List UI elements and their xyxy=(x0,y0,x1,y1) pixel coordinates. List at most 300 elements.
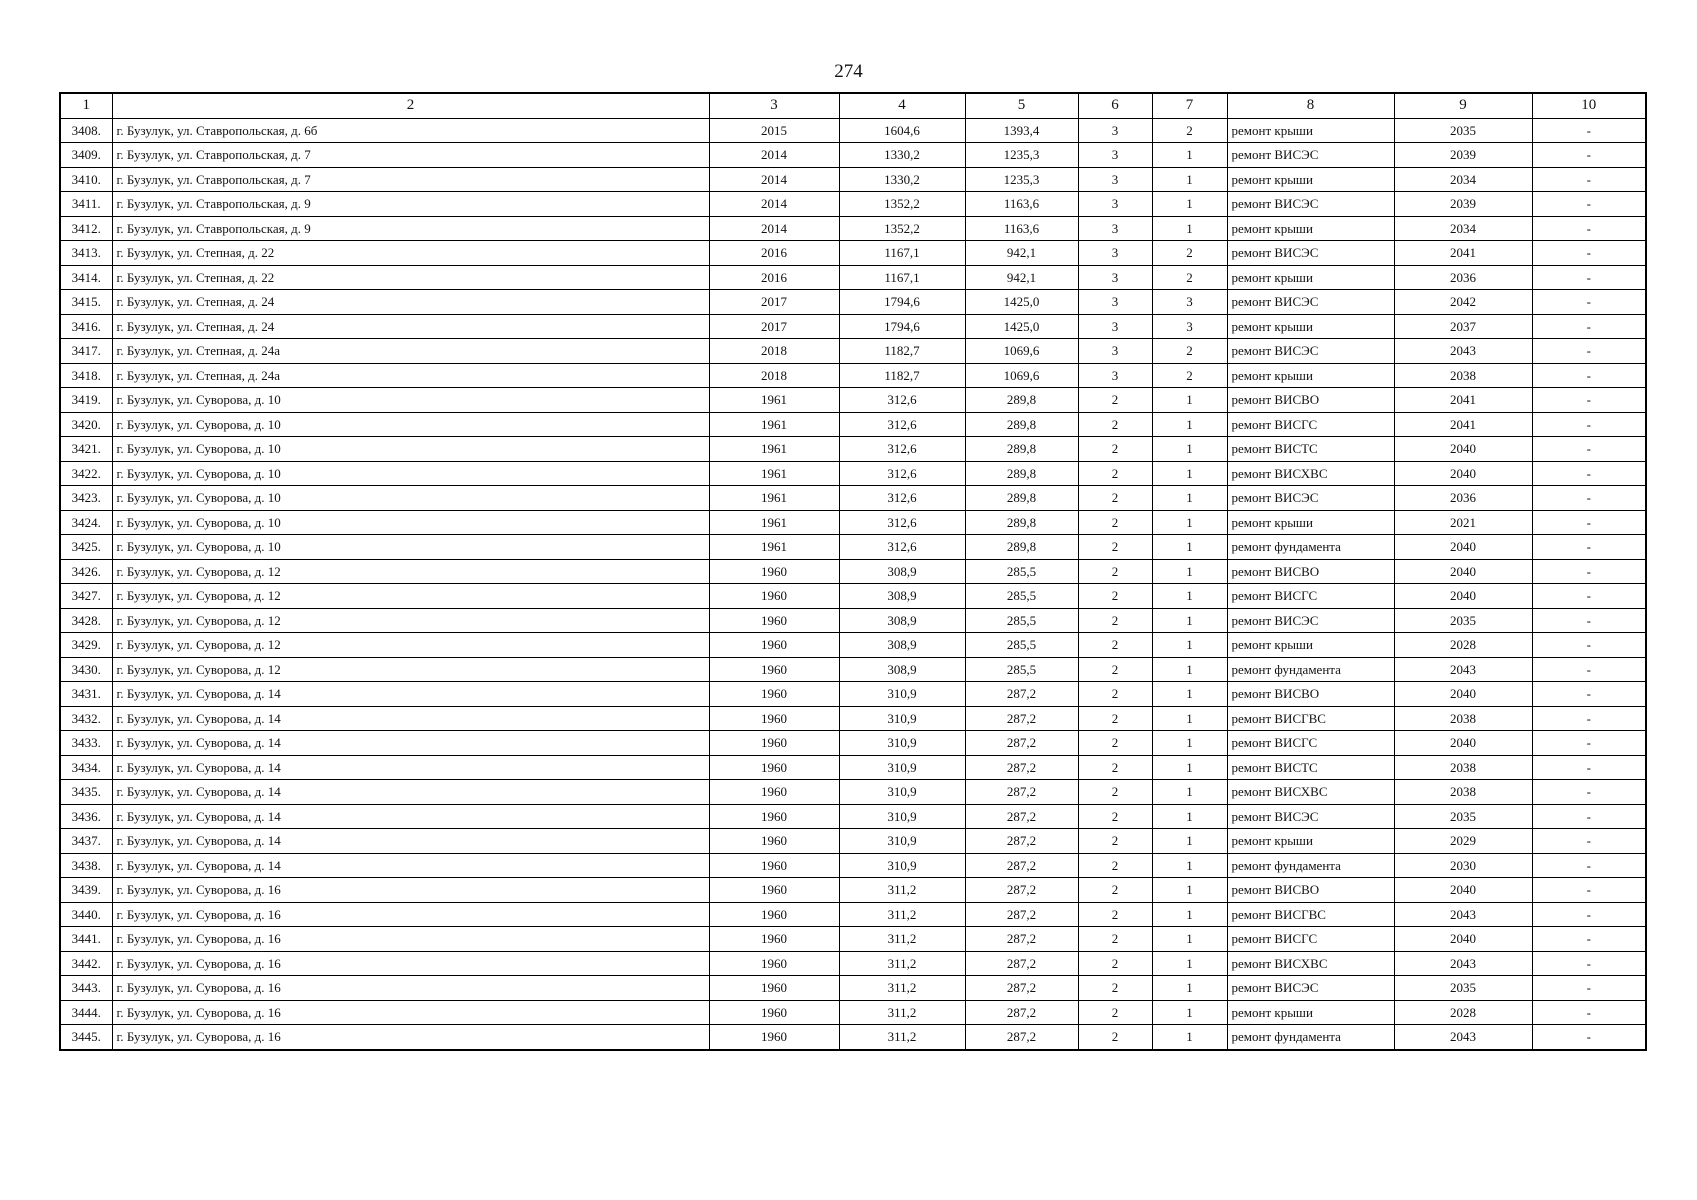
floors-cell: 2 xyxy=(1078,804,1152,829)
entrances-cell: 1 xyxy=(1152,976,1227,1001)
floors-cell: 2 xyxy=(1078,486,1152,511)
planned-year-cell: 2041 xyxy=(1394,388,1532,413)
row-number: 3428. xyxy=(60,608,112,633)
row-number: 3411. xyxy=(60,192,112,217)
column-header-10: 10 xyxy=(1532,93,1646,118)
note-cell: - xyxy=(1532,755,1646,780)
floors-cell: 2 xyxy=(1078,633,1152,658)
year-cell: 1960 xyxy=(709,633,839,658)
planned-year-cell: 2043 xyxy=(1394,339,1532,364)
entrances-cell: 1 xyxy=(1152,510,1227,535)
floors-cell: 2 xyxy=(1078,755,1152,780)
address-cell: г. Бузулук, ул. Суворова, д. 10 xyxy=(112,412,709,437)
note-cell: - xyxy=(1532,510,1646,535)
address-cell: г. Бузулук, ул. Степная, д. 24а xyxy=(112,339,709,364)
planned-year-cell: 2028 xyxy=(1394,633,1532,658)
floors-cell: 3 xyxy=(1078,363,1152,388)
total-area-cell: 312,6 xyxy=(839,437,965,462)
address-cell: г. Бузулук, ул. Суворова, д. 12 xyxy=(112,633,709,658)
entrances-cell: 1 xyxy=(1152,559,1227,584)
table-row xyxy=(60,437,1646,462)
row-number: 3423. xyxy=(60,486,112,511)
floors-cell: 2 xyxy=(1078,927,1152,952)
address-cell: г. Бузулук, ул. Степная, д. 24 xyxy=(112,290,709,315)
row-number: 3429. xyxy=(60,633,112,658)
year-cell: 2017 xyxy=(709,314,839,339)
note-cell: - xyxy=(1532,951,1646,976)
row-number: 3431. xyxy=(60,682,112,707)
row-number: 3410. xyxy=(60,167,112,192)
entrances-cell: 1 xyxy=(1152,608,1227,633)
work-type-cell: ремонт ВИСГС xyxy=(1227,412,1394,437)
year-cell: 1961 xyxy=(709,510,839,535)
floors-cell: 2 xyxy=(1078,461,1152,486)
note-cell: - xyxy=(1532,584,1646,609)
year-cell: 1960 xyxy=(709,1025,839,1050)
row-number: 3433. xyxy=(60,731,112,756)
note-cell: - xyxy=(1532,902,1646,927)
address-cell: г. Бузулук, ул. Ставропольская, д. 9 xyxy=(112,192,709,217)
living-area-cell: 287,2 xyxy=(965,682,1078,707)
address-cell: г. Бузулук, ул. Суворова, д. 16 xyxy=(112,976,709,1001)
year-cell: 1960 xyxy=(709,755,839,780)
living-area-cell: 1069,6 xyxy=(965,339,1078,364)
work-type-cell: ремонт фундамента xyxy=(1227,853,1394,878)
address-cell: г. Бузулук, ул. Суворова, д. 16 xyxy=(112,927,709,952)
year-cell: 1961 xyxy=(709,486,839,511)
planned-year-cell: 2040 xyxy=(1394,731,1532,756)
work-type-cell: ремонт крыши xyxy=(1227,633,1394,658)
table-row xyxy=(60,314,1646,339)
total-area-cell: 310,9 xyxy=(839,755,965,780)
note-cell: - xyxy=(1532,216,1646,241)
planned-year-cell: 2042 xyxy=(1394,290,1532,315)
living-area-cell: 287,2 xyxy=(965,755,1078,780)
year-cell: 2015 xyxy=(709,118,839,143)
living-area-cell: 287,2 xyxy=(965,927,1078,952)
living-area-cell: 289,8 xyxy=(965,510,1078,535)
row-number: 3420. xyxy=(60,412,112,437)
living-area-cell: 287,2 xyxy=(965,853,1078,878)
total-area-cell: 308,9 xyxy=(839,559,965,584)
year-cell: 2014 xyxy=(709,192,839,217)
year-cell: 1961 xyxy=(709,437,839,462)
total-area-cell: 312,6 xyxy=(839,461,965,486)
living-area-cell: 289,8 xyxy=(965,388,1078,413)
entrances-cell: 1 xyxy=(1152,927,1227,952)
work-type-cell: ремонт ВИСЭС xyxy=(1227,241,1394,266)
planned-year-cell: 2035 xyxy=(1394,976,1532,1001)
total-area-cell: 1330,2 xyxy=(839,143,965,168)
address-cell: г. Бузулук, ул. Суворова, д. 10 xyxy=(112,535,709,560)
note-cell: - xyxy=(1532,976,1646,1001)
row-number: 3430. xyxy=(60,657,112,682)
address-cell: г. Бузулук, ул. Суворова, д. 12 xyxy=(112,584,709,609)
row-number: 3415. xyxy=(60,290,112,315)
entrances-cell: 1 xyxy=(1152,584,1227,609)
planned-year-cell: 2041 xyxy=(1394,412,1532,437)
table-header-row xyxy=(60,93,1646,118)
planned-year-cell: 2040 xyxy=(1394,461,1532,486)
note-cell: - xyxy=(1532,314,1646,339)
note-cell: - xyxy=(1532,657,1646,682)
note-cell: - xyxy=(1532,1025,1646,1050)
table-row xyxy=(60,951,1646,976)
note-cell: - xyxy=(1532,388,1646,413)
floors-cell: 3 xyxy=(1078,216,1152,241)
column-header-7: 7 xyxy=(1152,93,1227,118)
year-cell: 2016 xyxy=(709,265,839,290)
entrances-cell: 2 xyxy=(1152,241,1227,266)
row-number: 3444. xyxy=(60,1000,112,1025)
total-area-cell: 311,2 xyxy=(839,976,965,1001)
floors-cell: 2 xyxy=(1078,657,1152,682)
column-header-1: 1 xyxy=(60,93,112,118)
planned-year-cell: 2043 xyxy=(1394,1025,1532,1050)
address-cell: г. Бузулук, ул. Ставропольская, д. 6б xyxy=(112,118,709,143)
work-type-cell: ремонт ВИСЭС xyxy=(1227,339,1394,364)
column-header-8: 8 xyxy=(1227,93,1394,118)
row-number: 3409. xyxy=(60,143,112,168)
planned-year-cell: 2037 xyxy=(1394,314,1532,339)
table-row xyxy=(60,339,1646,364)
floors-cell: 3 xyxy=(1078,192,1152,217)
row-number: 3426. xyxy=(60,559,112,584)
work-type-cell: ремонт крыши xyxy=(1227,510,1394,535)
entrances-cell: 1 xyxy=(1152,216,1227,241)
address-cell: г. Бузулук, ул. Суворова, д. 14 xyxy=(112,706,709,731)
year-cell: 2018 xyxy=(709,339,839,364)
note-cell: - xyxy=(1532,241,1646,266)
work-type-cell: ремонт ВИСЭС xyxy=(1227,804,1394,829)
table-row xyxy=(60,902,1646,927)
work-type-cell: ремонт фундамента xyxy=(1227,535,1394,560)
living-area-cell: 942,1 xyxy=(965,265,1078,290)
living-area-cell: 287,2 xyxy=(965,780,1078,805)
work-type-cell: ремонт ВИСВО xyxy=(1227,388,1394,413)
entrances-cell: 2 xyxy=(1152,118,1227,143)
row-number: 3432. xyxy=(60,706,112,731)
planned-year-cell: 2039 xyxy=(1394,192,1532,217)
planned-year-cell: 2034 xyxy=(1394,216,1532,241)
work-type-cell: ремонт ВИСЭС xyxy=(1227,143,1394,168)
floors-cell: 2 xyxy=(1078,510,1152,535)
note-cell: - xyxy=(1532,731,1646,756)
total-area-cell: 1794,6 xyxy=(839,290,965,315)
entrances-cell: 1 xyxy=(1152,388,1227,413)
planned-year-cell: 2029 xyxy=(1394,829,1532,854)
work-type-cell: ремонт фундамента xyxy=(1227,1025,1394,1050)
table-row xyxy=(60,265,1646,290)
total-area-cell: 311,2 xyxy=(839,951,965,976)
entrances-cell: 1 xyxy=(1152,167,1227,192)
address-cell: г. Бузулук, ул. Суворова, д. 16 xyxy=(112,878,709,903)
planned-year-cell: 2028 xyxy=(1394,1000,1532,1025)
address-cell: г. Бузулук, ул. Суворова, д. 14 xyxy=(112,682,709,707)
work-type-cell: ремонт крыши xyxy=(1227,216,1394,241)
year-cell: 1960 xyxy=(709,657,839,682)
entrances-cell: 1 xyxy=(1152,951,1227,976)
floors-cell: 3 xyxy=(1078,314,1152,339)
note-cell: - xyxy=(1532,535,1646,560)
column-header-9: 9 xyxy=(1394,93,1532,118)
entrances-cell: 1 xyxy=(1152,461,1227,486)
note-cell: - xyxy=(1532,290,1646,315)
total-area-cell: 308,9 xyxy=(839,584,965,609)
work-type-cell: ремонт крыши xyxy=(1227,363,1394,388)
address-cell: г. Бузулук, ул. Суворова, д. 14 xyxy=(112,780,709,805)
entrances-cell: 1 xyxy=(1152,633,1227,658)
planned-year-cell: 2034 xyxy=(1394,167,1532,192)
repair-schedule-table xyxy=(59,92,1647,1051)
table-row xyxy=(60,755,1646,780)
entrances-cell: 1 xyxy=(1152,902,1227,927)
entrances-cell: 1 xyxy=(1152,437,1227,462)
total-area-cell: 310,9 xyxy=(839,706,965,731)
row-number: 3424. xyxy=(60,510,112,535)
work-type-cell: ремонт ВИСХВС xyxy=(1227,951,1394,976)
note-cell: - xyxy=(1532,339,1646,364)
living-area-cell: 285,5 xyxy=(965,633,1078,658)
entrances-cell: 1 xyxy=(1152,780,1227,805)
address-cell: г. Бузулук, ул. Суворова, д. 10 xyxy=(112,486,709,511)
total-area-cell: 310,9 xyxy=(839,731,965,756)
floors-cell: 2 xyxy=(1078,706,1152,731)
note-cell: - xyxy=(1532,706,1646,731)
note-cell: - xyxy=(1532,265,1646,290)
planned-year-cell: 2043 xyxy=(1394,902,1532,927)
year-cell: 1960 xyxy=(709,829,839,854)
floors-cell: 2 xyxy=(1078,584,1152,609)
work-type-cell: ремонт ВИСХВС xyxy=(1227,780,1394,805)
table-row xyxy=(60,633,1646,658)
floors-cell: 2 xyxy=(1078,1025,1152,1050)
note-cell: - xyxy=(1532,143,1646,168)
entrances-cell: 3 xyxy=(1152,314,1227,339)
table-row xyxy=(60,853,1646,878)
entrances-cell: 1 xyxy=(1152,853,1227,878)
total-area-cell: 312,6 xyxy=(839,486,965,511)
row-number: 3427. xyxy=(60,584,112,609)
work-type-cell: ремонт фундамента xyxy=(1227,657,1394,682)
row-number: 3438. xyxy=(60,853,112,878)
entrances-cell: 1 xyxy=(1152,486,1227,511)
total-area-cell: 1352,2 xyxy=(839,216,965,241)
address-cell: г. Бузулук, ул. Степная, д. 22 xyxy=(112,241,709,266)
planned-year-cell: 2043 xyxy=(1394,951,1532,976)
work-type-cell: ремонт ВИСТС xyxy=(1227,437,1394,462)
year-cell: 1961 xyxy=(709,461,839,486)
table-row xyxy=(60,731,1646,756)
floors-cell: 2 xyxy=(1078,902,1152,927)
entrances-cell: 1 xyxy=(1152,682,1227,707)
work-type-cell: ремонт ВИСЭС xyxy=(1227,486,1394,511)
year-cell: 1960 xyxy=(709,927,839,952)
living-area-cell: 1393,4 xyxy=(965,118,1078,143)
row-number: 3421. xyxy=(60,437,112,462)
total-area-cell: 310,9 xyxy=(839,780,965,805)
table-row xyxy=(60,584,1646,609)
entrances-cell: 1 xyxy=(1152,535,1227,560)
work-type-cell: ремонт ВИСГВС xyxy=(1227,902,1394,927)
year-cell: 2014 xyxy=(709,143,839,168)
address-cell: г. Бузулук, ул. Степная, д. 24 xyxy=(112,314,709,339)
work-type-cell: ремонт ВИСЭС xyxy=(1227,290,1394,315)
entrances-cell: 1 xyxy=(1152,804,1227,829)
total-area-cell: 311,2 xyxy=(839,927,965,952)
address-cell: г. Бузулук, ул. Суворова, д. 16 xyxy=(112,1000,709,1025)
planned-year-cell: 2036 xyxy=(1394,486,1532,511)
address-cell: г. Бузулук, ул. Суворова, д. 16 xyxy=(112,902,709,927)
living-area-cell: 289,8 xyxy=(965,486,1078,511)
table-row xyxy=(60,706,1646,731)
address-cell: г. Бузулук, ул. Суворова, д. 14 xyxy=(112,804,709,829)
column-header-6: 6 xyxy=(1078,93,1152,118)
note-cell: - xyxy=(1532,633,1646,658)
row-number: 3434. xyxy=(60,755,112,780)
row-number: 3443. xyxy=(60,976,112,1001)
column-header-2: 2 xyxy=(112,93,709,118)
table-row xyxy=(60,780,1646,805)
living-area-cell: 287,2 xyxy=(965,902,1078,927)
planned-year-cell: 2043 xyxy=(1394,657,1532,682)
living-area-cell: 287,2 xyxy=(965,804,1078,829)
table-row xyxy=(60,559,1646,584)
note-cell: - xyxy=(1532,167,1646,192)
living-area-cell: 287,2 xyxy=(965,951,1078,976)
living-area-cell: 287,2 xyxy=(965,878,1078,903)
entrances-cell: 2 xyxy=(1152,363,1227,388)
address-cell: г. Бузулук, ул. Суворова, д. 10 xyxy=(112,510,709,535)
total-area-cell: 308,9 xyxy=(839,608,965,633)
entrances-cell: 1 xyxy=(1152,192,1227,217)
row-number: 3425. xyxy=(60,535,112,560)
year-cell: 2016 xyxy=(709,241,839,266)
table-body xyxy=(60,118,1646,1050)
year-cell: 1961 xyxy=(709,412,839,437)
address-cell: г. Бузулук, ул. Ставропольская, д. 9 xyxy=(112,216,709,241)
address-cell: г. Бузулук, ул. Суворова, д. 12 xyxy=(112,559,709,584)
total-area-cell: 312,6 xyxy=(839,388,965,413)
table-row xyxy=(60,216,1646,241)
entrances-cell: 3 xyxy=(1152,290,1227,315)
entrances-cell: 1 xyxy=(1152,731,1227,756)
planned-year-cell: 2040 xyxy=(1394,437,1532,462)
floors-cell: 2 xyxy=(1078,535,1152,560)
year-cell: 1960 xyxy=(709,853,839,878)
row-number: 3414. xyxy=(60,265,112,290)
living-area-cell: 289,8 xyxy=(965,461,1078,486)
total-area-cell: 310,9 xyxy=(839,804,965,829)
entrances-cell: 1 xyxy=(1152,657,1227,682)
floors-cell: 3 xyxy=(1078,339,1152,364)
planned-year-cell: 2040 xyxy=(1394,927,1532,952)
planned-year-cell: 2035 xyxy=(1394,118,1532,143)
year-cell: 1960 xyxy=(709,951,839,976)
total-area-cell: 1604,6 xyxy=(839,118,965,143)
planned-year-cell: 2040 xyxy=(1394,878,1532,903)
living-area-cell: 1235,3 xyxy=(965,143,1078,168)
note-cell: - xyxy=(1532,682,1646,707)
row-number: 3440. xyxy=(60,902,112,927)
table-row xyxy=(60,192,1646,217)
address-cell: г. Бузулук, ул. Суворова, д. 10 xyxy=(112,461,709,486)
address-cell: г. Бузулук, ул. Степная, д. 22 xyxy=(112,265,709,290)
entrances-cell: 1 xyxy=(1152,829,1227,854)
address-cell: г. Бузулук, ул. Суворова, д. 10 xyxy=(112,388,709,413)
row-number: 3413. xyxy=(60,241,112,266)
work-type-cell: ремонт ВИСГС xyxy=(1227,731,1394,756)
table-row xyxy=(60,167,1646,192)
living-area-cell: 287,2 xyxy=(965,1025,1078,1050)
entrances-cell: 1 xyxy=(1152,143,1227,168)
work-type-cell: ремонт крыши xyxy=(1227,167,1394,192)
floors-cell: 2 xyxy=(1078,559,1152,584)
floors-cell: 2 xyxy=(1078,388,1152,413)
floors-cell: 2 xyxy=(1078,682,1152,707)
floors-cell: 3 xyxy=(1078,143,1152,168)
table-row xyxy=(60,976,1646,1001)
total-area-cell: 1167,1 xyxy=(839,265,965,290)
address-cell: г. Бузулук, ул. Суворова, д. 12 xyxy=(112,657,709,682)
year-cell: 1960 xyxy=(709,608,839,633)
planned-year-cell: 2040 xyxy=(1394,559,1532,584)
work-type-cell: ремонт ВИСТС xyxy=(1227,755,1394,780)
row-number: 3441. xyxy=(60,927,112,952)
work-type-cell: ремонт ВИСВО xyxy=(1227,878,1394,903)
entrances-cell: 2 xyxy=(1152,339,1227,364)
note-cell: - xyxy=(1532,412,1646,437)
note-cell: - xyxy=(1532,486,1646,511)
year-cell: 2018 xyxy=(709,363,839,388)
work-type-cell: ремонт ВИСВО xyxy=(1227,559,1394,584)
work-type-cell: ремонт крыши xyxy=(1227,314,1394,339)
living-area-cell: 287,2 xyxy=(965,976,1078,1001)
note-cell: - xyxy=(1532,878,1646,903)
address-cell: г. Бузулук, ул. Суворова, д. 14 xyxy=(112,731,709,756)
floors-cell: 2 xyxy=(1078,780,1152,805)
living-area-cell: 287,2 xyxy=(965,829,1078,854)
work-type-cell: ремонт ВИСГВС xyxy=(1227,706,1394,731)
work-type-cell: ремонт ВИСЭС xyxy=(1227,192,1394,217)
year-cell: 1960 xyxy=(709,976,839,1001)
entrances-cell: 1 xyxy=(1152,878,1227,903)
living-area-cell: 287,2 xyxy=(965,706,1078,731)
year-cell: 1961 xyxy=(709,535,839,560)
row-number: 3417. xyxy=(60,339,112,364)
address-cell: г. Бузулук, ул. Суворова, д. 10 xyxy=(112,437,709,462)
work-type-cell: ремонт крыши xyxy=(1227,265,1394,290)
planned-year-cell: 2030 xyxy=(1394,853,1532,878)
total-area-cell: 310,9 xyxy=(839,682,965,707)
total-area-cell: 1794,6 xyxy=(839,314,965,339)
year-cell: 1960 xyxy=(709,902,839,927)
floors-cell: 2 xyxy=(1078,1000,1152,1025)
note-cell: - xyxy=(1532,927,1646,952)
floors-cell: 2 xyxy=(1078,731,1152,756)
year-cell: 1960 xyxy=(709,1000,839,1025)
table-row xyxy=(60,510,1646,535)
entrances-cell: 1 xyxy=(1152,1000,1227,1025)
living-area-cell: 289,8 xyxy=(965,437,1078,462)
note-cell: - xyxy=(1532,804,1646,829)
note-cell: - xyxy=(1532,853,1646,878)
planned-year-cell: 2040 xyxy=(1394,535,1532,560)
total-area-cell: 308,9 xyxy=(839,633,965,658)
table-row xyxy=(60,363,1646,388)
living-area-cell: 285,5 xyxy=(965,559,1078,584)
planned-year-cell: 2040 xyxy=(1394,584,1532,609)
